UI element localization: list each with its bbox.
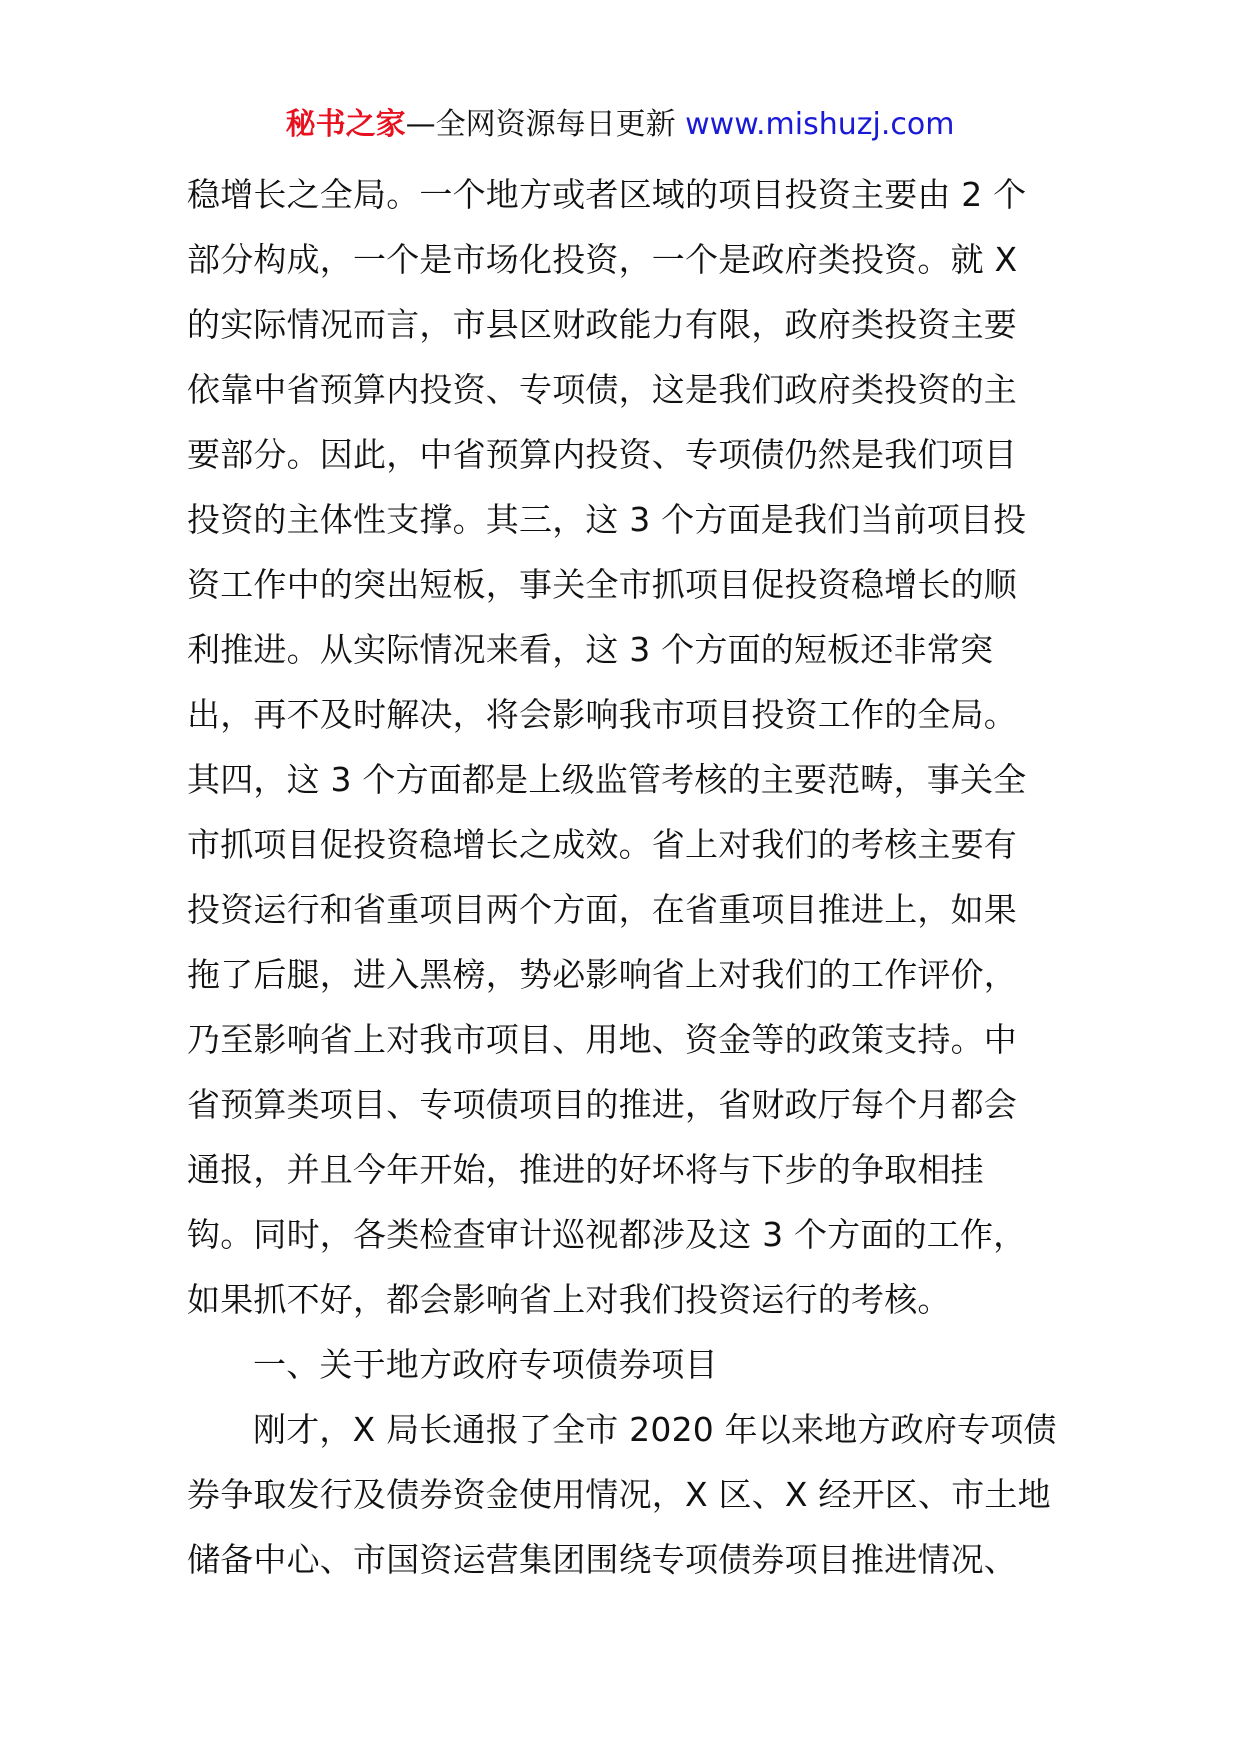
text-line: 出，再不及时解决，将会影响我市项目投资工作的全局。 (187, 695, 1017, 734)
text-line: 利推进。从实际情况来看，这 3 个方面的短板还非常突 (187, 630, 994, 669)
text-line: 通报，并且今年开始，推进的好坏将与下步的争取相挂 (187, 1150, 984, 1189)
text-line: 其四，这 3 个方面都是上级监管考核的主要范畴，事关全 (187, 760, 1027, 799)
text-line: 市抓项目促投资稳增长之成效。省上对我们的考核主要有 (187, 825, 1017, 864)
text-line: 部分构成，一个是市场化投资，一个是政府类投资。就 X (187, 240, 1018, 279)
text-line: 券争取发行及债券资金使用情况，X 区、X 经开区、市土地 (187, 1475, 1051, 1514)
text-line: 拖了后腿，进入黑榜，势必影响省上对我们的工作评价， (187, 955, 1017, 994)
header-brand: 秘书之家 (285, 107, 406, 142)
text-line: 钩。同时，各类检查审计巡视都涉及这 3 个方面的工作， (187, 1215, 1027, 1254)
text-line: 的实际情况而言，市县区财政能力有限，政府类投资主要 (187, 305, 1017, 344)
text-line: 稳增长之全局。一个地方或者区域的项目投资主要由 2 个 (187, 175, 1027, 214)
text-line: 投资的主体性支撑。其三，这 3 个方面是我们当前项目投 (187, 500, 1027, 539)
header-site-link[interactable]: www.mishuzj.com (685, 107, 955, 142)
text-line: 乃至影响省上对我市项目、用地、资金等的政策支持。中 (187, 1020, 1017, 1059)
document-body (187, 162, 1067, 1592)
page-header (0, 103, 1240, 147)
text-line: 刚才，X 局长通报了全市 2020 年以来地方政府专项债 (253, 1410, 1057, 1449)
text-line: 如果抓不好，都会影响省上对我们投资运行的考核。 (187, 1280, 951, 1319)
header-tagline: —全网资源每日更新 (405, 107, 686, 142)
text-line: 要部分。因此，中省预算内投资、专项债仍然是我们项目 (187, 435, 1017, 474)
text-line: 资工作中的突出短板，事关全市抓项目促投资稳增长的顺 (187, 565, 1017, 604)
section-heading: 一、关于地方政府专项债券项目 (253, 1345, 718, 1384)
text-line: 投资运行和省重项目两个方面，在省重项目推进上，如果 (187, 890, 1017, 929)
text-line: 储备中心、市国资运营集团围绕专项债券项目推进情况、 (187, 1540, 1017, 1579)
text-line: 省预算类项目、专项债项目的推进，省财政厅每个月都会 (187, 1085, 1017, 1124)
text-line: 依靠中省预算内投资、专项债，这是我们政府类投资的主 (187, 370, 1017, 409)
